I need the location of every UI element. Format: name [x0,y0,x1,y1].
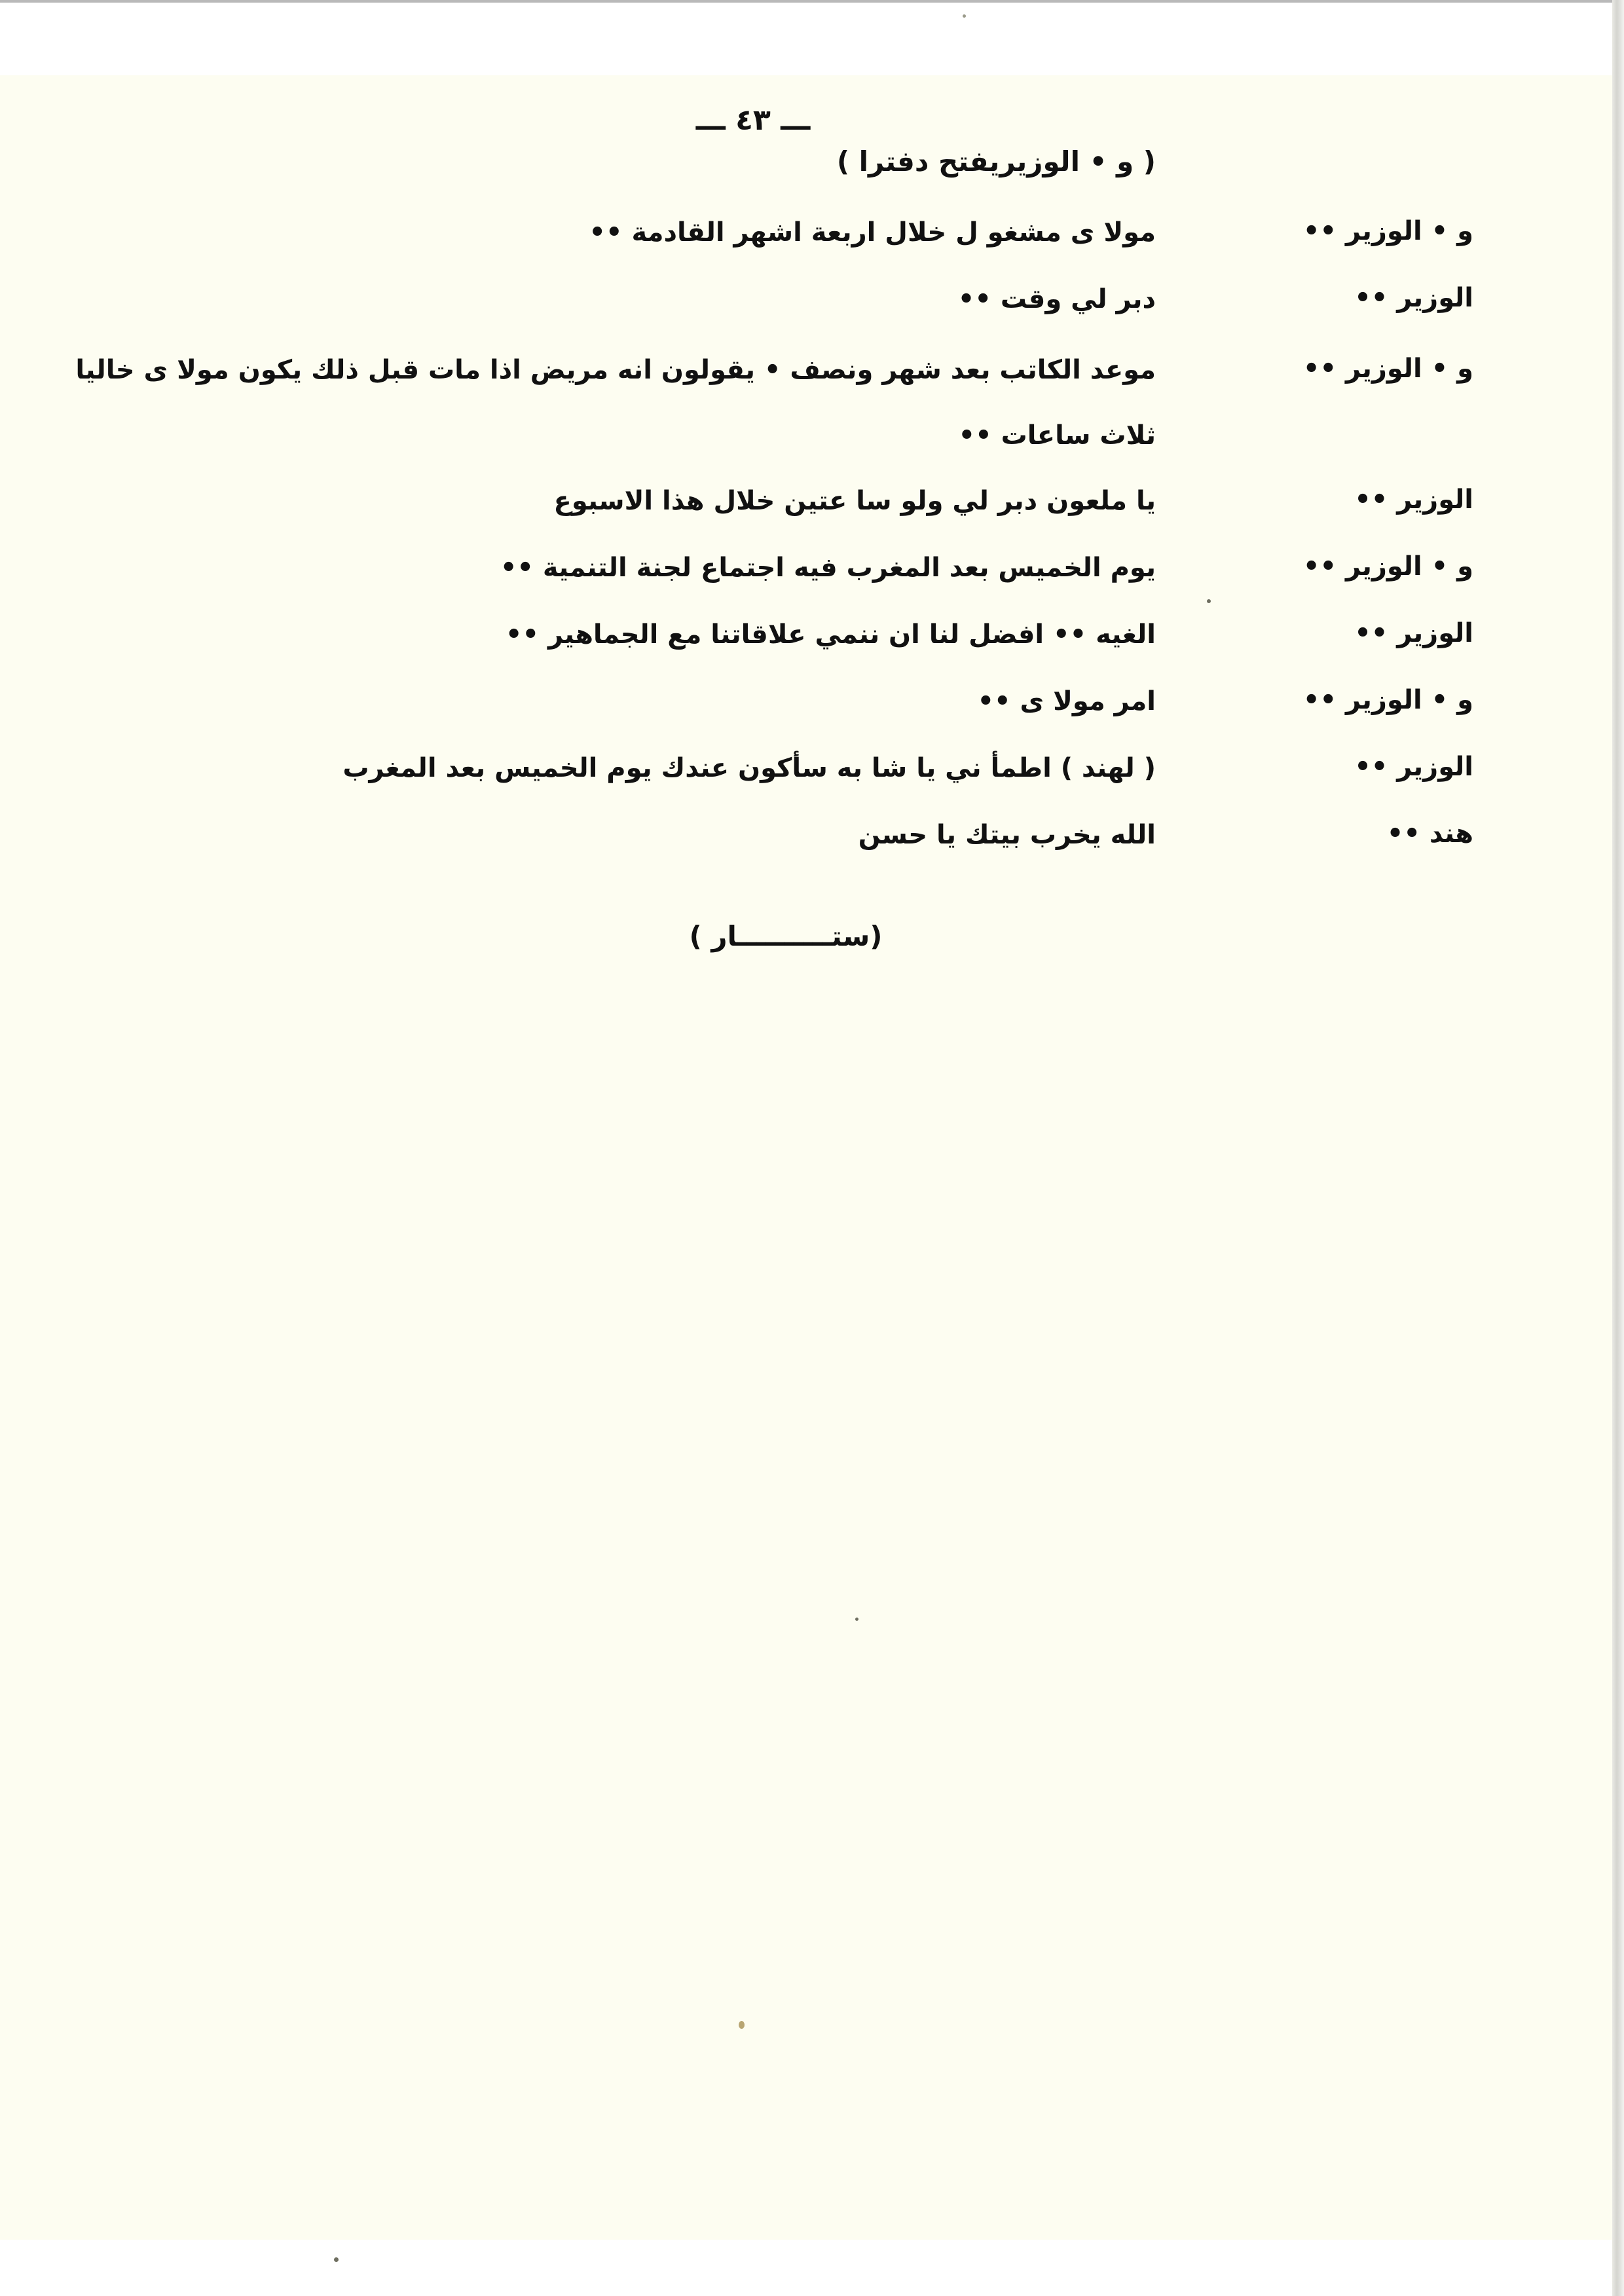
speaker-label: الوزير •• [1354,283,1473,313]
stage-direction: ( و • الوزيريفتح دفترا ) [836,145,1156,177]
dialogue-line: دبر لي وقت •• [957,284,1156,314]
scan-speck [1207,599,1211,603]
speaker-label: و • الوزير •• [1302,354,1473,384]
page-number: ـــ ٤٣ ـــ [695,103,811,137]
dialogue-line: الغيه •• افضل لنا ان ننمي علاقاتنا مع الجماهير •• [505,620,1156,650]
speaker-label: الوزير •• [1354,752,1473,782]
curtain-line: (ستــــــــــار ) [689,920,883,952]
scan-bottom-margin [0,2240,1612,2296]
dialogue-line: امر مولا ى •• [977,686,1156,716]
scan-speck [855,1618,858,1621]
scan-speck [963,14,966,18]
speaker-label: و • الوزير •• [1302,685,1473,715]
dialogue-line: الله يخرب بيتك يا حسن [858,820,1156,850]
dialogue-line: يوم الخميس بعد المغرب فيه اجتماع لجنة التنمية •• [500,553,1156,583]
speaker-label: و • الوزير •• [1302,551,1473,582]
scan-right-edge [1612,0,1624,2296]
scan-speck [334,2257,339,2262]
speaker-label: الوزير •• [1354,618,1473,648]
dialogue-line: موعد الكاتب بعد شهر ونصف • يقولون انه مريض اذا مات قبل ذلك يكون مولا ى خاليا ثلاث ساعات •• [75,355,1156,451]
dialogue-line: مولا ى مشغو ل خلال اربعة اشهر القادمة •• [589,217,1156,248]
speaker-label: الوزير •• [1354,485,1473,515]
dialogue-line: يا ملعون دبر لي ولو سا عتين خلال هذا الاسبوع [553,486,1156,516]
scan-speck [739,2021,745,2029]
scan-top-margin [0,0,1624,75]
dialogue-line: ( لهند ) اطمأ ني يا شا به سأكون عندك يوم الخميس بعد المغرب [342,753,1156,783]
speaker-label: و • الوزير •• [1302,216,1473,246]
speaker-label: هند •• [1386,819,1473,849]
